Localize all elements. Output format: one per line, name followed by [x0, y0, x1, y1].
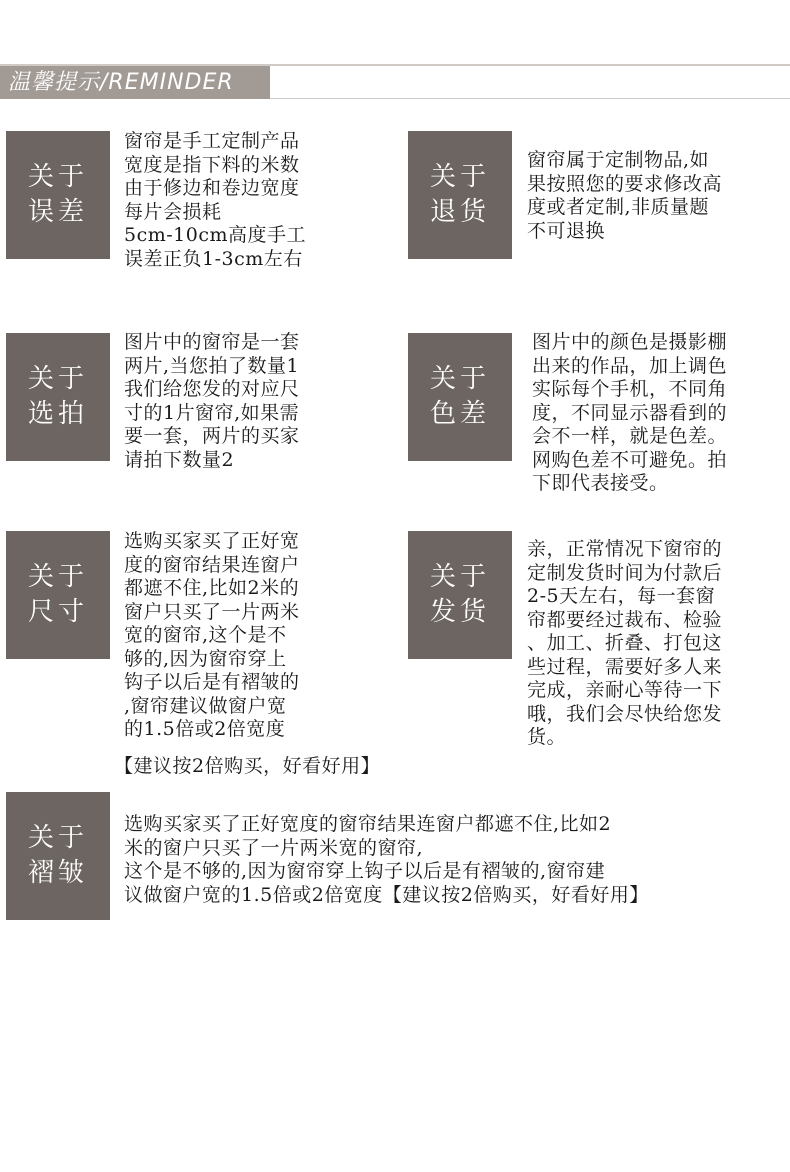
item-text-select: 图片中的窗帘是一套 两片,当您拍了数量1 我们给您发的对应尺 寸的1片窗帘,如果需 要一套，两片的买家 请拍下数量2: [124, 331, 300, 471]
label-box-shipping: [408, 531, 512, 659]
label-line-1: 关于: [27, 162, 88, 192]
label-line-2: 误差: [27, 197, 88, 227]
label-line-1: 关于: [429, 162, 490, 192]
page-title: 温馨提示/REMINDER: [0, 66, 270, 99]
label-line-2: 选拍: [27, 399, 88, 429]
label-box-color: [408, 333, 512, 461]
item-text-color: 图片中的颜色是摄影棚 出来的作品，加上调色 实际每个手机，不同角 度，不同显示器看到的 会不一样，就是色差。 网购色差不可避免。拍 下即代表接受。: [532, 331, 728, 494]
label-line-2: 色差: [429, 399, 490, 429]
item-text-return: 窗帘属于定制物品,如 果按照您的要求修改高 度或者定制,非质量题 不可退换: [527, 149, 723, 242]
item-text-wrinkle: 选购买家买了正好宽度的窗帘结果连窗户都遮不住,比如2 米的窗户只买了一片两米宽的窗帘, 这个是不够的,因为窗帘穿上钩子以后是有褶皱的,窗帘建 议做窗户宽的1.5倍或2倍宽度【建议按2倍购买，好看好用】: [124, 813, 649, 906]
label-line-1: 关于: [27, 823, 88, 853]
item-text-size: 选购买家买了正好宽 度的窗帘结果连窗户 都遮不住,比如2米的 窗户只买了一片两米 宽的窗帘,这个是不 够的,因为窗帘穿上 钩子以后是有褶皱的 ,窗帘建议做窗户宽 的1.5倍或2倍宽度: [124, 530, 300, 740]
label-box-wrinkle: [6, 792, 110, 920]
label-box-select: [6, 333, 110, 461]
label-box-size: [6, 531, 110, 659]
item-note-size: 【建议按2倍购买，好看好用】: [114, 755, 381, 777]
label-line-2: 退货: [429, 197, 490, 227]
label-line-1: 关于: [429, 364, 490, 394]
item-text-shipping: 亲，正常情况下窗帘的 定制发货时间为付款后 2-5天左右，每一套窗 帘都要经过裁布、检验 、加工、折叠、打包这 些过程，需要好多人来 完成，亲耐心等待一下 哦，我们会尽快给您发 货。: [527, 538, 723, 748]
item-text-error: 窗帘是手工定制产品 宽度是指下料的米数 由于修边和卷边宽度 每片会损耗 5cm-10cm高度手工 误差正负1-3cm左右: [124, 130, 307, 270]
header-rule-bottom: [270, 98, 790, 99]
label-line-2: 褶皱: [27, 858, 88, 888]
label-line-2: 尺寸: [27, 597, 88, 627]
label-box-return: [408, 131, 512, 259]
label-box-error: [6, 131, 110, 259]
label-line-1: 关于: [27, 364, 88, 394]
label-line-1: 关于: [429, 562, 490, 592]
label-line-2: 发货: [429, 597, 490, 627]
label-line-1: 关于: [27, 562, 88, 592]
